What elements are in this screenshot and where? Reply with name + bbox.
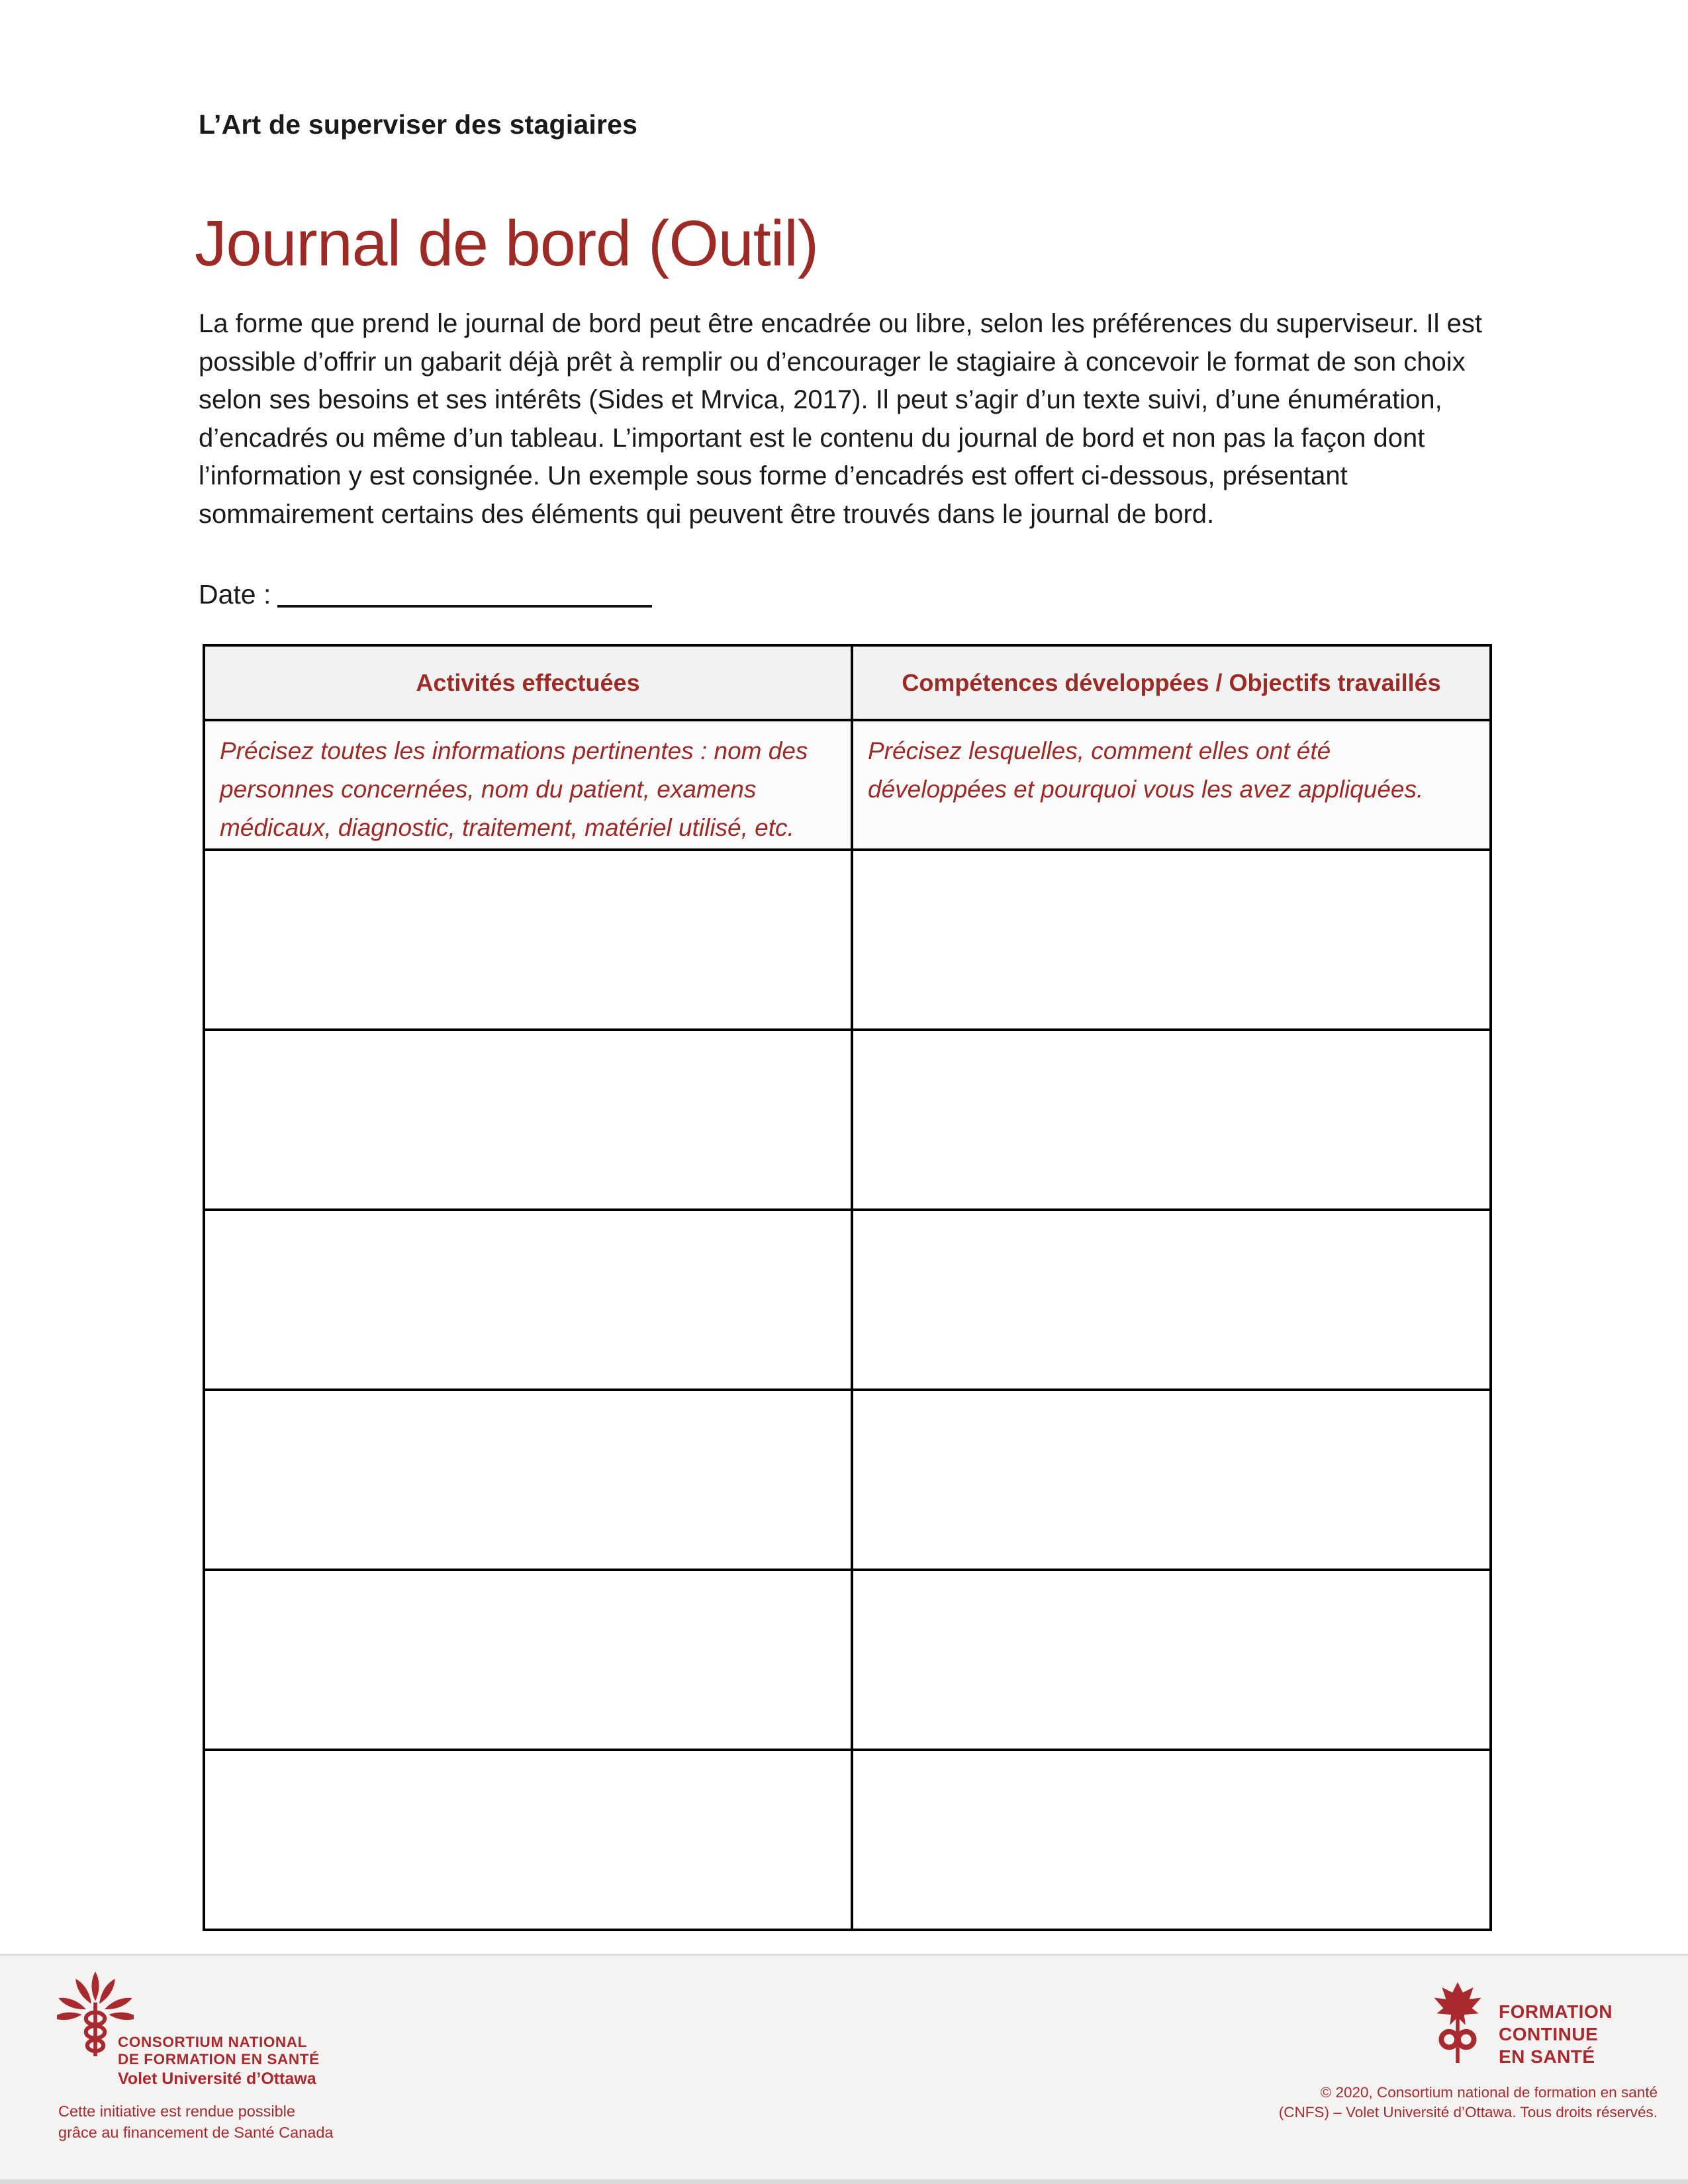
page-bottom-edge bbox=[0, 2179, 1688, 2184]
entry-cell-activities bbox=[204, 1750, 852, 1930]
cnfs-name-line1: CONSORTIUM NATIONAL bbox=[118, 2034, 307, 2050]
funding-note-line2: grâce au financement de Santé Canada bbox=[58, 2124, 334, 2141]
journal-entry-row bbox=[204, 1030, 1491, 1210]
entry-cell-activities bbox=[204, 1210, 852, 1390]
journal-entry-row bbox=[204, 1210, 1491, 1390]
instruction-activities: Précisez toutes les informations pertinentes : nom des personnes concernées, nom du patient, examens médicaux, diagnostic, traitement, matériel utilisé, etc. bbox=[204, 720, 852, 850]
entry-cell-competencies bbox=[852, 1030, 1491, 1210]
journal-entry-row bbox=[204, 850, 1491, 1030]
entry-cell-activities bbox=[204, 1570, 852, 1750]
entry-cell-activities bbox=[204, 1030, 852, 1210]
entry-cell-competencies bbox=[852, 1210, 1491, 1390]
cnfs-wordmark bbox=[118, 2034, 320, 2068]
column-header-activities: Activités effectuées bbox=[204, 645, 852, 720]
copyright-line2: (CNFS) – Volet Université d’Ottawa. Tous droits réservés. bbox=[1278, 2103, 1658, 2120]
journal-table bbox=[203, 644, 1492, 1931]
date-label: Date : bbox=[199, 579, 271, 610]
entry-cell-competencies bbox=[852, 850, 1491, 1030]
instruction-competencies: Précisez lesquelles, comment elles ont été développées et pourquoi vous les avez appliquées. bbox=[852, 720, 1491, 850]
fcs-line1: FORMATION bbox=[1499, 2001, 1613, 2022]
instruction-row bbox=[204, 720, 1491, 850]
intro-paragraph: La forme que prend le journal de bord peut être encadrée ou libre, selon les préférences du superviseur. Il est possible d’offrir un gabarit déjà prêt à remplir ou d’encourager le stagiaire à concevoir le format de son choix selon ses besoins et ses intérêts (Sides et Mrvica, 2017). Il peut s’agir d’un texte suivi, d’une énumération, d’encadrés ou même d’un tableau. L’important est le contenu du journal de bord et non pas la façon dont l’information y est consignée. Un exemple sous forme d’encadrés est offert ci-dessous, présentant sommairement certains des éléments qui peuvent être trouvés dans le journal de bord. bbox=[199, 309, 1482, 529]
entry-cell-activities bbox=[204, 850, 852, 1030]
journal-entry-row bbox=[204, 1570, 1491, 1750]
fcs-maple-leaf-icon bbox=[1429, 1982, 1487, 2063]
copyright bbox=[1279, 2083, 1658, 2122]
copyright-line1: © 2020, Consortium national de formation en santé bbox=[1320, 2084, 1658, 2101]
entry-cell-competencies bbox=[852, 1390, 1491, 1570]
entry-cell-competencies bbox=[852, 1570, 1491, 1750]
page-title: Journal de bord (Outil) bbox=[195, 207, 819, 279]
entry-cell-competencies bbox=[852, 1750, 1491, 1930]
course-title: L’Art de superviser des stagiaires bbox=[199, 109, 638, 140]
journal-entry-row bbox=[204, 1750, 1491, 1930]
footer bbox=[0, 1954, 1688, 2184]
journal-entry-row bbox=[204, 1390, 1491, 1570]
entry-cell-activities bbox=[204, 1390, 852, 1570]
fcs-line2: CONTINUE bbox=[1499, 2024, 1599, 2044]
fcs-wordmark bbox=[1499, 2001, 1613, 2068]
date-blank-line bbox=[277, 578, 652, 608]
funding-note bbox=[58, 2101, 333, 2143]
table-header-row bbox=[204, 645, 1491, 720]
column-header-competencies: Compétences développées / Objectifs travaillés bbox=[852, 645, 1491, 720]
fcs-line3: EN SANTÉ bbox=[1499, 2046, 1595, 2067]
date-line bbox=[199, 578, 652, 610]
cnfs-name-line2: DE FORMATION EN SANTÉ bbox=[118, 2051, 320, 2068]
cnfs-volet-label: Volet Université d’Ottawa bbox=[118, 2070, 316, 2088]
funding-note-line1: Cette initiative est rendue possible bbox=[58, 2103, 295, 2120]
